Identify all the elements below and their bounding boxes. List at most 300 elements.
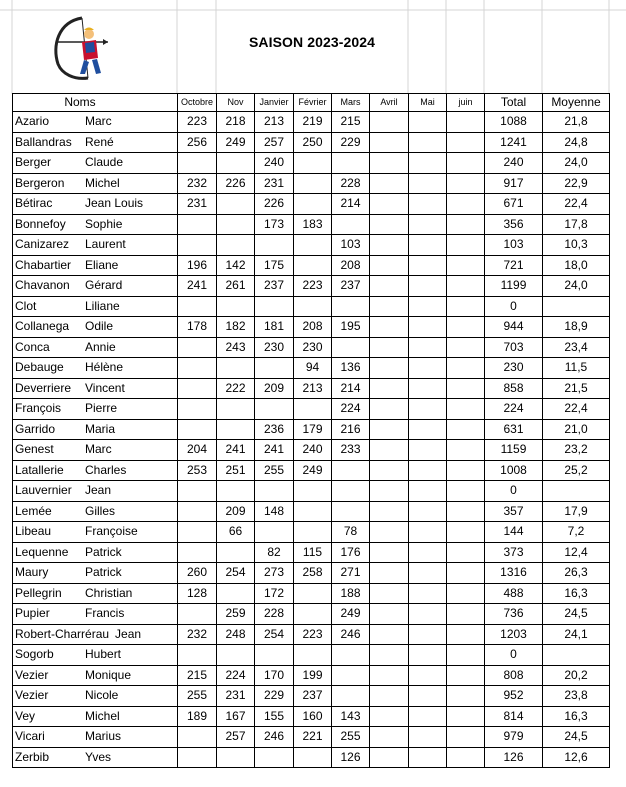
score-cell bbox=[370, 747, 409, 768]
score-cell: 142 bbox=[217, 255, 255, 276]
score-cell: 254 bbox=[255, 624, 294, 645]
total-cell: 1203 bbox=[485, 624, 543, 645]
total-cell: 721 bbox=[485, 255, 543, 276]
archer-name-cell bbox=[13, 214, 178, 235]
archer-name-cell bbox=[13, 665, 178, 686]
average-cell: 16,3 bbox=[543, 583, 610, 604]
table-row bbox=[13, 583, 610, 604]
score-cell: 188 bbox=[332, 583, 370, 604]
score-cell bbox=[447, 624, 485, 645]
archer-name-cell bbox=[13, 624, 178, 645]
score-cell bbox=[409, 563, 447, 584]
first-name: Patrick bbox=[85, 544, 122, 559]
last-name: Libeau bbox=[15, 524, 52, 539]
total-cell: 814 bbox=[485, 706, 543, 727]
score-table bbox=[12, 93, 610, 768]
table-row bbox=[13, 706, 610, 727]
score-cell: 214 bbox=[332, 378, 370, 399]
score-cell bbox=[447, 563, 485, 584]
score-cell bbox=[370, 358, 409, 379]
last-name: Zerbib bbox=[15, 749, 50, 764]
archer-name-cell bbox=[13, 317, 178, 338]
score-cell: 215 bbox=[332, 112, 370, 133]
score-cell bbox=[370, 112, 409, 133]
score-cell bbox=[370, 235, 409, 256]
score-cell bbox=[217, 747, 255, 768]
score-cell: 155 bbox=[255, 706, 294, 727]
archer-name-cell bbox=[13, 153, 178, 174]
score-cell bbox=[294, 296, 332, 317]
score-cell bbox=[447, 378, 485, 399]
total-cell: 1241 bbox=[485, 132, 543, 153]
score-cell: 222 bbox=[217, 378, 255, 399]
score-cell bbox=[332, 481, 370, 502]
archer-name-cell bbox=[13, 132, 178, 153]
score-cell: 136 bbox=[332, 358, 370, 379]
score-cell bbox=[370, 624, 409, 645]
score-cell: 224 bbox=[332, 399, 370, 420]
last-name: Collanega bbox=[15, 319, 70, 334]
score-cell bbox=[294, 522, 332, 543]
first-name: Patrick bbox=[85, 565, 122, 580]
score-cell bbox=[409, 255, 447, 276]
first-name: Françoise bbox=[85, 524, 138, 539]
score-cell bbox=[409, 317, 447, 338]
score-cell bbox=[409, 583, 447, 604]
average-cell: 23,8 bbox=[543, 686, 610, 707]
total-cell: 126 bbox=[485, 747, 543, 768]
score-cell: 167 bbox=[217, 706, 255, 727]
total-cell: 1316 bbox=[485, 563, 543, 584]
score-cell bbox=[409, 112, 447, 133]
score-cell bbox=[255, 481, 294, 502]
average-cell: 20,2 bbox=[543, 665, 610, 686]
average-cell: 18,0 bbox=[543, 255, 610, 276]
last-name: Lemée bbox=[15, 503, 52, 518]
score-cell: 236 bbox=[255, 419, 294, 440]
score-cell: 255 bbox=[255, 460, 294, 481]
total-cell: 917 bbox=[485, 173, 543, 194]
table-row bbox=[13, 296, 610, 317]
average-cell: 22,4 bbox=[543, 194, 610, 215]
score-cell bbox=[447, 296, 485, 317]
score-cell bbox=[409, 399, 447, 420]
score-cell: 228 bbox=[255, 604, 294, 625]
table-row bbox=[13, 542, 610, 563]
score-cell bbox=[217, 214, 255, 235]
score-cell: 253 bbox=[178, 460, 217, 481]
score-cell: 237 bbox=[294, 686, 332, 707]
score-cell bbox=[217, 358, 255, 379]
score-cell bbox=[447, 706, 485, 727]
score-cell: 250 bbox=[294, 132, 332, 153]
table-row bbox=[13, 624, 610, 645]
score-cell: 241 bbox=[255, 440, 294, 461]
average-cell bbox=[543, 481, 610, 502]
score-cell bbox=[370, 645, 409, 666]
score-cell: 241 bbox=[178, 276, 217, 297]
score-cell: 232 bbox=[178, 624, 217, 645]
score-cell: 204 bbox=[178, 440, 217, 461]
score-cell bbox=[370, 706, 409, 727]
score-cell: 231 bbox=[255, 173, 294, 194]
score-cell bbox=[217, 399, 255, 420]
score-cell: 215 bbox=[178, 665, 217, 686]
score-cell: 208 bbox=[332, 255, 370, 276]
score-cell: 214 bbox=[332, 194, 370, 215]
score-cell: 228 bbox=[332, 173, 370, 194]
score-cell bbox=[447, 727, 485, 748]
score-cell bbox=[447, 317, 485, 338]
first-name: Gilles bbox=[85, 503, 116, 518]
last-name: Debauge bbox=[15, 360, 64, 375]
score-cell bbox=[294, 645, 332, 666]
score-cell bbox=[255, 399, 294, 420]
score-cell bbox=[178, 542, 217, 563]
last-name: François bbox=[15, 401, 62, 416]
score-cell: 231 bbox=[217, 686, 255, 707]
average-cell: 16,3 bbox=[543, 706, 610, 727]
score-cell: 103 bbox=[332, 235, 370, 256]
score-cell bbox=[447, 214, 485, 235]
total-cell: 356 bbox=[485, 214, 543, 235]
score-cell bbox=[409, 542, 447, 563]
last-name: Latallerie bbox=[15, 462, 64, 477]
score-cell bbox=[178, 727, 217, 748]
score-cell bbox=[409, 604, 447, 625]
table-row bbox=[13, 645, 610, 666]
last-name: Genest bbox=[15, 442, 54, 457]
score-cell bbox=[447, 747, 485, 768]
score-cell: 182 bbox=[217, 317, 255, 338]
first-name: Claude bbox=[85, 155, 124, 170]
score-cell: 246 bbox=[255, 727, 294, 748]
last-name: Berger bbox=[15, 155, 52, 170]
score-cell bbox=[447, 542, 485, 563]
score-cell: 172 bbox=[255, 583, 294, 604]
score-cell: 237 bbox=[255, 276, 294, 297]
score-cell bbox=[332, 296, 370, 317]
score-cell: 230 bbox=[255, 337, 294, 358]
score-cell: 189 bbox=[178, 706, 217, 727]
score-cell bbox=[370, 194, 409, 215]
score-cell bbox=[370, 419, 409, 440]
score-cell: 246 bbox=[332, 624, 370, 645]
last-name: Pellegrin bbox=[15, 585, 62, 600]
archer-name-cell bbox=[13, 419, 178, 440]
last-name: Clot bbox=[15, 298, 37, 313]
score-cell bbox=[178, 419, 217, 440]
total-cell: 144 bbox=[485, 522, 543, 543]
total-cell: 979 bbox=[485, 727, 543, 748]
score-cell bbox=[447, 501, 485, 522]
score-cell: 271 bbox=[332, 563, 370, 584]
score-cell: 173 bbox=[255, 214, 294, 235]
score-cell: 170 bbox=[255, 665, 294, 686]
average-cell: 24,5 bbox=[543, 604, 610, 625]
header-month: Mai bbox=[409, 94, 447, 112]
score-cell bbox=[447, 337, 485, 358]
first-name: Jean bbox=[85, 483, 112, 498]
score-cell: 209 bbox=[217, 501, 255, 522]
total-cell: 103 bbox=[485, 235, 543, 256]
average-cell: 7,2 bbox=[543, 522, 610, 543]
table-row bbox=[13, 153, 610, 174]
total-cell: 373 bbox=[485, 542, 543, 563]
score-cell bbox=[178, 235, 217, 256]
header-month: Nov bbox=[217, 94, 255, 112]
total-cell: 0 bbox=[485, 481, 543, 502]
total-cell: 703 bbox=[485, 337, 543, 358]
score-cell bbox=[217, 419, 255, 440]
total-cell: 736 bbox=[485, 604, 543, 625]
score-cell: 240 bbox=[255, 153, 294, 174]
score-cell bbox=[294, 747, 332, 768]
score-cell bbox=[370, 481, 409, 502]
score-cell bbox=[409, 132, 447, 153]
table-row bbox=[13, 358, 610, 379]
score-cell: 209 bbox=[255, 378, 294, 399]
archer-name-cell bbox=[13, 378, 178, 399]
last-name: Vey bbox=[15, 708, 36, 723]
score-cell: 94 bbox=[294, 358, 332, 379]
score-cell bbox=[370, 727, 409, 748]
table-row bbox=[13, 235, 610, 256]
score-cell bbox=[447, 419, 485, 440]
first-name: Maria bbox=[85, 421, 116, 436]
score-cell bbox=[178, 358, 217, 379]
first-name: Hubert bbox=[85, 647, 122, 662]
score-cell: 248 bbox=[217, 624, 255, 645]
score-cell bbox=[178, 214, 217, 235]
score-cell: 233 bbox=[332, 440, 370, 461]
score-cell bbox=[294, 235, 332, 256]
table-row bbox=[13, 563, 610, 584]
average-cell: 18,9 bbox=[543, 317, 610, 338]
table-row bbox=[13, 255, 610, 276]
score-cell bbox=[447, 481, 485, 502]
header-total: Total bbox=[485, 94, 543, 112]
score-cell bbox=[255, 235, 294, 256]
score-cell bbox=[370, 440, 409, 461]
score-cell bbox=[217, 235, 255, 256]
score-cell bbox=[294, 481, 332, 502]
score-cell bbox=[370, 460, 409, 481]
header-average: Moyenne bbox=[543, 94, 610, 112]
table-row bbox=[13, 399, 610, 420]
score-cell: 218 bbox=[217, 112, 255, 133]
score-cell bbox=[447, 173, 485, 194]
score-cell: 208 bbox=[294, 317, 332, 338]
total-cell: 357 bbox=[485, 501, 543, 522]
score-cell bbox=[217, 153, 255, 174]
table-row bbox=[13, 481, 610, 502]
score-cell bbox=[370, 296, 409, 317]
score-cell: 183 bbox=[294, 214, 332, 235]
score-cell bbox=[370, 399, 409, 420]
score-cell: 223 bbox=[294, 276, 332, 297]
score-cell: 257 bbox=[217, 727, 255, 748]
table-row bbox=[13, 214, 610, 235]
table-row bbox=[13, 460, 610, 481]
average-cell: 23,2 bbox=[543, 440, 610, 461]
score-cell bbox=[370, 173, 409, 194]
score-cell: 237 bbox=[332, 276, 370, 297]
table-row bbox=[13, 337, 610, 358]
score-cell bbox=[447, 399, 485, 420]
score-cell: 213 bbox=[294, 378, 332, 399]
score-cell bbox=[178, 337, 217, 358]
average-cell: 24,5 bbox=[543, 727, 610, 748]
score-cell: 256 bbox=[178, 132, 217, 153]
score-cell bbox=[409, 460, 447, 481]
table-row bbox=[13, 686, 610, 707]
score-cell bbox=[409, 378, 447, 399]
last-name: Vezier bbox=[15, 667, 49, 682]
archer-name-cell bbox=[13, 235, 178, 256]
archer-name-cell bbox=[13, 399, 178, 420]
first-name: Eliane bbox=[85, 257, 119, 272]
first-name: Gérard bbox=[85, 278, 123, 293]
header-row bbox=[13, 94, 610, 112]
average-cell bbox=[543, 296, 610, 317]
archer-name-cell bbox=[13, 583, 178, 604]
score-cell bbox=[409, 173, 447, 194]
score-cell bbox=[370, 132, 409, 153]
first-name: Francis bbox=[85, 606, 125, 621]
first-name: Nicole bbox=[85, 688, 119, 703]
score-cell bbox=[447, 132, 485, 153]
score-cell: 261 bbox=[217, 276, 255, 297]
score-cell bbox=[255, 522, 294, 543]
score-cell: 216 bbox=[332, 419, 370, 440]
archer-name-cell bbox=[13, 481, 178, 502]
score-cell bbox=[217, 542, 255, 563]
archer-name-cell bbox=[13, 645, 178, 666]
score-cell: 179 bbox=[294, 419, 332, 440]
score-cell bbox=[447, 112, 485, 133]
score-cell: 82 bbox=[255, 542, 294, 563]
score-cell: 115 bbox=[294, 542, 332, 563]
score-cell: 199 bbox=[294, 665, 332, 686]
header-names: Noms bbox=[13, 94, 178, 112]
first-name: Michel bbox=[85, 708, 120, 723]
score-cell bbox=[370, 522, 409, 543]
score-cell bbox=[255, 358, 294, 379]
score-cell bbox=[447, 604, 485, 625]
total-cell: 1088 bbox=[485, 112, 543, 133]
score-cell bbox=[409, 235, 447, 256]
score-cell: 223 bbox=[178, 112, 217, 133]
first-name: Laurent bbox=[85, 237, 126, 252]
score-cell: 255 bbox=[332, 727, 370, 748]
score-cell: 229 bbox=[332, 132, 370, 153]
score-cell bbox=[409, 747, 447, 768]
archer-name-cell bbox=[13, 296, 178, 317]
score-cell: 249 bbox=[332, 604, 370, 625]
score-cell: 181 bbox=[255, 317, 294, 338]
score-cell bbox=[294, 173, 332, 194]
score-cell bbox=[447, 460, 485, 481]
score-cell bbox=[294, 501, 332, 522]
archer-name-cell bbox=[13, 460, 178, 481]
score-cell bbox=[447, 276, 485, 297]
score-cell: 148 bbox=[255, 501, 294, 522]
average-cell: 24,0 bbox=[543, 153, 610, 174]
score-cell bbox=[447, 665, 485, 686]
last-name: Pupier bbox=[15, 606, 50, 621]
header-month: Mars bbox=[332, 94, 370, 112]
archer-name-cell bbox=[13, 440, 178, 461]
score-cell: 126 bbox=[332, 747, 370, 768]
table-row bbox=[13, 132, 610, 153]
score-cell bbox=[294, 194, 332, 215]
score-cell: 255 bbox=[178, 686, 217, 707]
score-cell: 219 bbox=[294, 112, 332, 133]
archer-name-cell bbox=[13, 112, 178, 133]
average-cell: 11,5 bbox=[543, 358, 610, 379]
score-cell: 243 bbox=[217, 337, 255, 358]
score-cell: 226 bbox=[217, 173, 255, 194]
score-cell bbox=[332, 337, 370, 358]
score-cell bbox=[178, 747, 217, 768]
score-cell: 260 bbox=[178, 563, 217, 584]
score-cell: 231 bbox=[178, 194, 217, 215]
archer-name-cell bbox=[13, 747, 178, 768]
score-cell: 232 bbox=[178, 173, 217, 194]
table-row bbox=[13, 194, 610, 215]
score-cell bbox=[409, 296, 447, 317]
score-cell bbox=[409, 337, 447, 358]
score-cell bbox=[409, 194, 447, 215]
score-cell bbox=[294, 583, 332, 604]
table-row bbox=[13, 378, 610, 399]
archer-logo-icon bbox=[52, 16, 110, 82]
score-cell bbox=[178, 501, 217, 522]
score-cell bbox=[409, 522, 447, 543]
archer-name-cell bbox=[13, 604, 178, 625]
score-cell: 249 bbox=[294, 460, 332, 481]
score-cell bbox=[409, 501, 447, 522]
score-cell bbox=[409, 624, 447, 645]
archer-name-cell bbox=[13, 706, 178, 727]
last-name: Lequenne bbox=[15, 544, 69, 559]
first-name: René bbox=[85, 134, 114, 149]
score-cell bbox=[178, 481, 217, 502]
archer-name-cell bbox=[13, 194, 178, 215]
last-name: Conca bbox=[15, 339, 50, 354]
score-cell bbox=[178, 522, 217, 543]
table-row bbox=[13, 419, 610, 440]
archer-name-cell bbox=[13, 276, 178, 297]
total-cell: 230 bbox=[485, 358, 543, 379]
score-cell: 258 bbox=[294, 563, 332, 584]
table-row bbox=[13, 604, 610, 625]
last-name: Chavanon bbox=[15, 278, 70, 293]
average-cell: 24,8 bbox=[543, 132, 610, 153]
score-cell bbox=[447, 686, 485, 707]
total-cell: 671 bbox=[485, 194, 543, 215]
score-cell bbox=[370, 317, 409, 338]
first-name: Marc bbox=[85, 442, 112, 457]
score-cell bbox=[447, 235, 485, 256]
header-month: juin bbox=[447, 94, 485, 112]
score-cell bbox=[370, 604, 409, 625]
score-cell bbox=[409, 440, 447, 461]
score-cell bbox=[217, 481, 255, 502]
score-cell bbox=[178, 604, 217, 625]
last-name: Ballandras bbox=[15, 134, 72, 149]
